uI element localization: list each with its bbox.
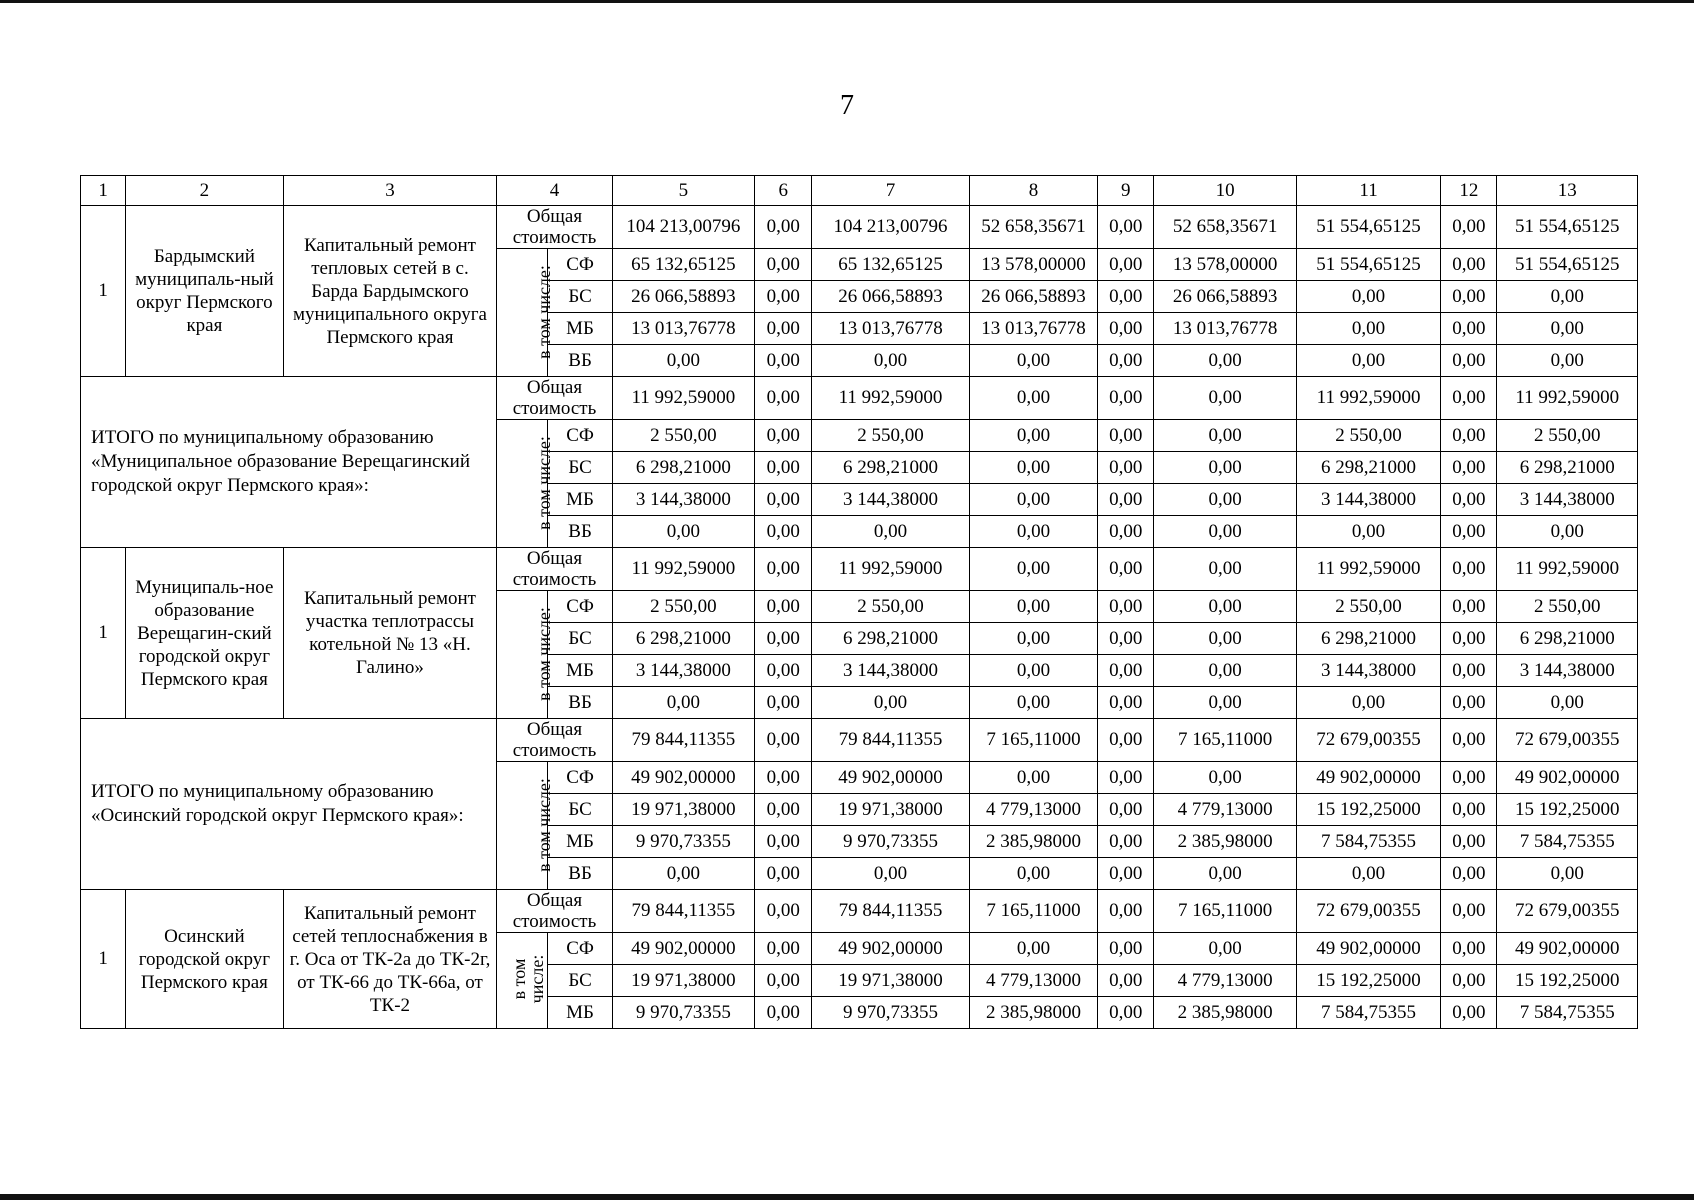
fund-type: СФ [548,933,612,965]
value-cell: 2 550,00 [1296,420,1440,452]
header-cell: 13 [1497,176,1638,206]
total-row [81,548,1638,591]
value-cell: 0,00 [1441,826,1497,858]
value-cell: 72 679,00355 [1497,719,1638,762]
total-cost-label: Общая стоимость [497,206,612,249]
value-cell: 0,00 [1154,858,1296,890]
value-cell: 6 298,21000 [1296,623,1440,655]
work-description: Капитальный ремонт участка теплотрассы котельной № 13 «Н. Галино» [283,548,497,719]
value-cell: 0,00 [1098,890,1154,933]
total-row [81,890,1638,933]
value-cell: 13 013,76778 [1154,313,1296,345]
value-cell: 49 902,00000 [1296,933,1440,965]
value-cell: 2 550,00 [612,591,754,623]
value-cell: 0,00 [1441,762,1497,794]
value-cell: 72 679,00355 [1296,719,1440,762]
header-cell: 9 [1098,176,1154,206]
value-cell: 0,00 [1154,420,1296,452]
value-cell: 0,00 [1154,762,1296,794]
value-cell: 52 658,35671 [1154,206,1296,249]
including-text: в том числе: [534,777,555,872]
value-cell: 7 165,11000 [1154,719,1296,762]
value-cell: 0,00 [755,516,812,548]
header-cell: 8 [969,176,1097,206]
value-cell: 0,00 [1154,933,1296,965]
top-border-line [0,0,1694,3]
financing-table [80,175,1638,1029]
header-cell: 5 [612,176,754,206]
header-cell: 2 [126,176,284,206]
value-cell: 2 550,00 [812,591,970,623]
value-cell: 3 144,38000 [612,655,754,687]
value-cell: 0,00 [1098,794,1154,826]
value-cell: 0,00 [1098,249,1154,281]
value-cell: 2 550,00 [612,420,754,452]
value-cell: 0,00 [755,826,812,858]
fund-type: МБ [548,997,612,1029]
fund-type: БС [548,794,612,826]
value-cell: 49 902,00000 [612,933,754,965]
fund-type: БС [548,623,612,655]
value-cell: 79 844,11355 [812,890,970,933]
value-cell: 51 554,65125 [1296,206,1440,249]
value-cell: 3 144,38000 [812,655,970,687]
value-cell: 0,00 [1296,281,1440,313]
value-cell: 0,00 [1497,313,1638,345]
value-cell: 0,00 [755,997,812,1029]
value-cell: 0,00 [969,420,1097,452]
total-row [81,206,1638,249]
value-cell: 2 550,00 [1497,420,1638,452]
value-cell: 0,00 [755,655,812,687]
value-cell: 0,00 [1441,794,1497,826]
value-cell: 0,00 [812,858,970,890]
value-cell: 0,00 [755,484,812,516]
fund-type: МБ [548,826,612,858]
value-cell: 0,00 [1441,313,1497,345]
value-cell: 15 192,25000 [1497,965,1638,997]
value-cell: 0,00 [1441,623,1497,655]
value-cell: 2 385,98000 [1154,826,1296,858]
value-cell: 0,00 [1441,484,1497,516]
value-cell: 0,00 [1154,516,1296,548]
header-row [81,176,1638,206]
header-cell: 3 [283,176,497,206]
value-cell: 0,00 [1098,516,1154,548]
value-cell: 0,00 [755,313,812,345]
fund-type: МБ [548,484,612,516]
value-cell: 0,00 [612,687,754,719]
value-cell: 0,00 [1098,281,1154,313]
including-label [497,249,555,377]
value-cell: 0,00 [1154,548,1296,591]
value-cell: 13 578,00000 [969,249,1097,281]
value-cell: 3 144,38000 [1296,484,1440,516]
value-cell: 2 550,00 [1497,591,1638,623]
value-cell: 0,00 [1098,762,1154,794]
value-cell: 0,00 [1497,687,1638,719]
value-cell: 0,00 [755,858,812,890]
value-cell: 11 992,59000 [1296,377,1440,420]
value-cell: 11 992,59000 [812,377,970,420]
value-cell: 51 554,65125 [1497,249,1638,281]
fund-type: БС [548,281,612,313]
value-cell: 0,00 [969,516,1097,548]
value-cell: 0,00 [1098,313,1154,345]
value-cell: 0,00 [1098,345,1154,377]
value-cell: 9 970,73355 [812,997,970,1029]
value-cell: 49 902,00000 [1497,762,1638,794]
value-cell: 0,00 [1296,345,1440,377]
value-cell: 0,00 [1098,826,1154,858]
value-cell: 0,00 [1296,313,1440,345]
value-cell: 0,00 [1441,997,1497,1029]
value-cell: 0,00 [1441,345,1497,377]
fund-type: ВБ [548,858,612,890]
header-cell: 4 [497,176,612,206]
fund-type: БС [548,965,612,997]
fund-type: ВБ [548,516,612,548]
header-cell: 7 [812,176,970,206]
including-text: в том числе: [534,435,555,530]
value-cell: 7 165,11000 [969,719,1097,762]
value-cell: 0,00 [1098,858,1154,890]
value-cell: 13 578,00000 [1154,249,1296,281]
value-cell: 0,00 [1098,655,1154,687]
value-cell: 0,00 [755,281,812,313]
fund-type: МБ [548,655,612,687]
value-cell: 0,00 [1441,420,1497,452]
value-cell: 0,00 [1441,965,1497,997]
value-cell: 49 902,00000 [812,762,970,794]
value-cell: 0,00 [1098,623,1154,655]
value-cell: 0,00 [969,933,1097,965]
value-cell: 11 992,59000 [1497,548,1638,591]
row-number: 1 [81,890,126,1029]
fund-type: ВБ [548,687,612,719]
total-cost-label: Общая стоимость [497,719,612,762]
value-cell: 26 066,58893 [1154,281,1296,313]
value-cell: 4 779,13000 [969,965,1097,997]
including-label [497,420,555,548]
including-text: в том числе: [509,954,548,1004]
value-cell: 2 550,00 [1296,591,1440,623]
including-label [497,762,555,890]
value-cell: 6 298,21000 [812,623,970,655]
value-cell: 11 992,59000 [612,548,754,591]
municipality-name: Бардымский муниципаль-ный округ Пермского края [126,206,284,377]
itogo-title: ИТОГО по муниципальному образованию «Осинский городской округ Пермского края»: [81,719,497,890]
value-cell: 0,00 [1098,965,1154,997]
value-cell: 0,00 [1497,345,1638,377]
value-cell: 0,00 [755,762,812,794]
value-cell: 0,00 [1154,377,1296,420]
value-cell: 0,00 [755,623,812,655]
value-cell: 11 992,59000 [812,548,970,591]
value-cell: 0,00 [1154,655,1296,687]
header-cell: 1 [81,176,126,206]
value-cell: 0,00 [969,452,1097,484]
value-cell: 0,00 [1441,591,1497,623]
value-cell: 2 385,98000 [969,826,1097,858]
value-cell: 0,00 [1154,484,1296,516]
value-cell: 0,00 [755,965,812,997]
value-cell: 79 844,11355 [612,719,754,762]
value-cell: 0,00 [1098,997,1154,1029]
value-cell: 49 902,00000 [612,762,754,794]
value-cell: 0,00 [1441,858,1497,890]
value-cell: 0,00 [1441,452,1497,484]
value-cell: 0,00 [612,858,754,890]
value-cell: 0,00 [969,655,1097,687]
value-cell: 0,00 [1497,281,1638,313]
value-cell: 6 298,21000 [1497,452,1638,484]
value-cell: 0,00 [1497,516,1638,548]
value-cell: 0,00 [812,687,970,719]
value-cell: 7 165,11000 [969,890,1097,933]
value-cell: 13 013,76778 [612,313,754,345]
value-cell: 0,00 [812,345,970,377]
value-cell: 0,00 [755,345,812,377]
value-cell: 52 658,35671 [969,206,1097,249]
value-cell: 0,00 [969,484,1097,516]
value-cell: 13 013,76778 [969,313,1097,345]
value-cell: 0,00 [969,548,1097,591]
value-cell: 0,00 [969,591,1097,623]
value-cell: 0,00 [755,548,812,591]
fund-type: СФ [548,762,612,794]
total-cost-label: Общая стоимость [497,377,612,420]
value-cell: 0,00 [1441,281,1497,313]
value-cell: 6 298,21000 [612,623,754,655]
value-cell: 26 066,58893 [969,281,1097,313]
value-cell: 0,00 [1441,516,1497,548]
value-cell: 11 992,59000 [1296,548,1440,591]
value-cell: 4 779,13000 [1154,965,1296,997]
value-cell: 0,00 [1441,719,1497,762]
value-cell: 0,00 [755,377,812,420]
value-cell: 9 970,73355 [612,826,754,858]
value-cell: 104 213,00796 [612,206,754,249]
value-cell: 49 902,00000 [1296,762,1440,794]
bottom-border-line [0,1194,1694,1200]
value-cell: 19 971,38000 [812,965,970,997]
value-cell: 0,00 [969,762,1097,794]
value-cell: 15 192,25000 [1497,794,1638,826]
header-cell: 12 [1441,176,1497,206]
value-cell: 0,00 [612,516,754,548]
value-cell: 15 192,25000 [1296,794,1440,826]
value-cell: 0,00 [755,687,812,719]
value-cell: 0,00 [1098,452,1154,484]
including-label [497,933,548,1029]
value-cell: 0,00 [969,377,1097,420]
fund-type: БС [548,452,612,484]
value-cell: 0,00 [969,345,1097,377]
value-cell: 0,00 [755,719,812,762]
value-cell: 26 066,58893 [812,281,970,313]
value-cell: 79 844,11355 [612,890,754,933]
value-cell: 7 584,75355 [1296,997,1440,1029]
value-cell: 7 584,75355 [1497,997,1638,1029]
value-cell: 0,00 [1441,548,1497,591]
value-cell: 7 584,75355 [1497,826,1638,858]
value-cell: 0,00 [1154,591,1296,623]
including-text: в том числе: [534,264,555,359]
page-number: 7 [840,90,854,121]
value-cell: 0,00 [1154,623,1296,655]
value-cell: 0,00 [1441,249,1497,281]
municipality-name: Осинский городской округ Пермского края [126,890,284,1029]
header-cell: 6 [755,176,812,206]
work-description: Капитальный ремонт тепловых сетей в с. Барда Бардымского муниципального округа Пермского края [283,206,497,377]
header-cell: 10 [1154,176,1296,206]
value-cell: 13 013,76778 [812,313,970,345]
value-cell: 2 385,98000 [1154,997,1296,1029]
value-cell: 6 298,21000 [612,452,754,484]
value-cell: 0,00 [1441,687,1497,719]
value-cell: 3 144,38000 [1296,655,1440,687]
work-description: Капитальный ремонт сетей теплоснабжения в г. Оса от ТК-2а до ТК-2г, от ТК-66 до ТК-66а, от ТК-2 [283,890,497,1029]
value-cell: 0,00 [1098,933,1154,965]
total-row [81,719,1638,762]
value-cell: 7 165,11000 [1154,890,1296,933]
value-cell: 0,00 [1098,420,1154,452]
value-cell: 11 992,59000 [612,377,754,420]
value-cell: 79 844,11355 [812,719,970,762]
value-cell: 2 385,98000 [969,997,1097,1029]
value-cell: 0,00 [1296,687,1440,719]
value-cell: 3 144,38000 [1497,484,1638,516]
value-cell: 0,00 [812,516,970,548]
value-cell: 0,00 [1098,548,1154,591]
value-cell: 3 144,38000 [1497,655,1638,687]
value-cell: 0,00 [1098,591,1154,623]
fund-type: СФ [548,591,612,623]
value-cell: 6 298,21000 [812,452,970,484]
value-cell: 72 679,00355 [1497,890,1638,933]
value-cell: 4 779,13000 [1154,794,1296,826]
fund-type: МБ [548,313,612,345]
value-cell: 0,00 [755,591,812,623]
fund-type: ВБ [548,345,612,377]
value-cell: 0,00 [755,452,812,484]
header-cell: 11 [1296,176,1440,206]
value-cell: 0,00 [755,890,812,933]
including-text: в том числе: [534,606,555,701]
value-cell: 0,00 [1154,345,1296,377]
value-cell: 0,00 [1441,377,1497,420]
value-cell: 49 902,00000 [812,933,970,965]
value-cell: 2 550,00 [812,420,970,452]
value-cell: 0,00 [1098,206,1154,249]
value-cell: 0,00 [612,345,754,377]
total-row [81,377,1638,420]
municipality-name: Муниципаль-ное образование Верещагин-ский городской округ Пермского края [126,548,284,719]
value-cell: 0,00 [1154,687,1296,719]
value-cell: 19 971,38000 [612,965,754,997]
value-cell: 0,00 [1497,858,1638,890]
value-cell: 6 298,21000 [1497,623,1638,655]
fund-type: СФ [548,420,612,452]
value-cell: 6 298,21000 [1296,452,1440,484]
value-cell: 0,00 [1098,719,1154,762]
value-cell: 72 679,00355 [1296,890,1440,933]
including-label [497,591,555,719]
value-cell: 0,00 [969,623,1097,655]
value-cell: 3 144,38000 [812,484,970,516]
value-cell: 0,00 [1441,655,1497,687]
total-cost-label: Общая стоимость [497,548,612,591]
value-cell: 0,00 [755,420,812,452]
value-cell: 7 584,75355 [1296,826,1440,858]
value-cell: 65 132,65125 [812,249,970,281]
value-cell: 104 213,00796 [812,206,970,249]
value-cell: 9 970,73355 [812,826,970,858]
value-cell: 49 902,00000 [1497,933,1638,965]
fund-type: СФ [548,249,612,281]
value-cell: 51 554,65125 [1296,249,1440,281]
value-cell: 0,00 [1098,484,1154,516]
value-cell: 15 192,25000 [1296,965,1440,997]
value-cell: 0,00 [969,858,1097,890]
value-cell: 0,00 [1441,933,1497,965]
value-cell: 19 971,38000 [812,794,970,826]
value-cell: 0,00 [755,794,812,826]
value-cell: 65 132,65125 [612,249,754,281]
value-cell: 0,00 [755,206,812,249]
value-cell: 0,00 [1154,452,1296,484]
value-cell: 3 144,38000 [612,484,754,516]
value-cell: 0,00 [1296,858,1440,890]
value-cell: 0,00 [1441,206,1497,249]
value-cell: 0,00 [969,687,1097,719]
value-cell: 4 779,13000 [969,794,1097,826]
value-cell: 11 992,59000 [1497,377,1638,420]
itogo-title: ИТОГО по муниципальному образованию «Муниципальное образование Верещагинский городской округ Пермского края»: [81,377,497,548]
total-cost-label: Общая стоимость [497,890,612,933]
value-cell: 0,00 [1098,687,1154,719]
value-cell: 0,00 [755,249,812,281]
row-number: 1 [81,206,126,377]
value-cell: 0,00 [1098,377,1154,420]
value-cell: 0,00 [1296,516,1440,548]
value-cell: 9 970,73355 [612,997,754,1029]
value-cell: 19 971,38000 [612,794,754,826]
value-cell: 26 066,58893 [612,281,754,313]
value-cell: 0,00 [1441,890,1497,933]
row-number: 1 [81,548,126,719]
value-cell: 51 554,65125 [1497,206,1638,249]
value-cell: 0,00 [755,933,812,965]
